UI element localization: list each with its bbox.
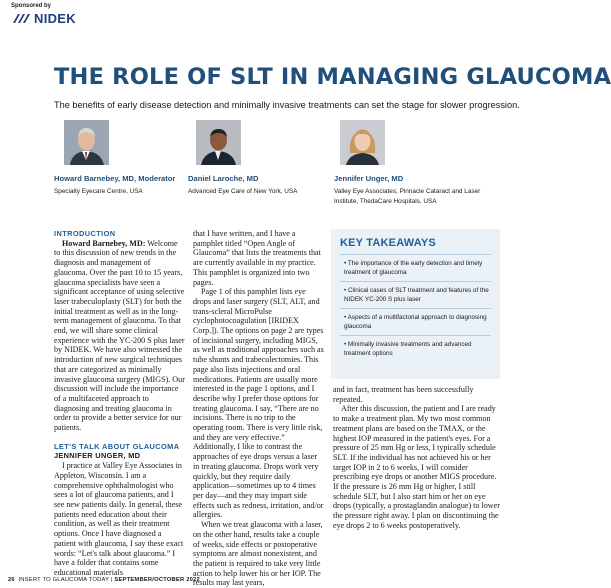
section-heading-introduction: INTRODUCTION <box>54 229 116 238</box>
author-affiliation: Specialty Eyecare Centre, USA <box>54 188 143 195</box>
takeaway-item: • Minimally invasive treatments and advanced treatment options <box>340 335 491 362</box>
author-photo <box>64 120 109 165</box>
author-affiliation <box>334 187 480 207</box>
paragraph <box>54 239 185 433</box>
author-barnebey <box>54 120 175 197</box>
article-column-2 <box>193 229 324 588</box>
article-title: THE ROLE OF SLT IN MANAGING GLAUCOMA <box>54 64 611 90</box>
page-footer: 26 INSERT TO GLAUCOMA TODAY | SEPTEMBER/OCTOBER 2022 <box>8 577 200 583</box>
author-unger <box>334 120 480 207</box>
paragraph: When we treat glaucoma with a laser, on the other hand, results take a couple of weeks, side effects or postoperative symptoms are almost nonexistent, and the patient is required to take very little action to help lower his or her IOP. The results may last years, <box>193 520 323 588</box>
article-subtitle: The benefits of early disease detection and minimally invasive treatments can set the stage for slower progression. <box>54 100 520 110</box>
paragraph-text: Welcome to this discussion of new trends in the diagnosis and management of glaucoma. Over the past 10 to 15 years, glaucoma specialists have seen a significant acceptance of using selective laser trabeculoplasty (SLT) for both the initial treatment as well as in the long-term management of glaucoma. To that end, we will share some clinical experience with the YC-200 S plus laser by NIDEK. We have also witnessed the introduction of new surgical techniques that are categorized as minimally invasive glaucoma surgery (MIGS). Our discussion will include the importance of a multifaceted approach to diagnosing and treating glaucoma in order to provide a better service for our patients. <box>54 238 185 433</box>
key-takeaways-title: KEY TAKEAWAYS <box>340 237 436 249</box>
nidek-logo-icon <box>11 13 31 24</box>
section-speaker-heading: JENNIFER UNGER, MD <box>54 451 141 461</box>
author-photo <box>340 120 385 165</box>
section-heading-glaucoma: LET'S TALK ABOUT GLAUCOMA <box>54 441 180 451</box>
author-affiliation: Advanced Eye Care of New York, USA <box>188 188 298 195</box>
takeaway-item: • The importance of the early detection and timely treatment of glaucoma <box>340 254 491 281</box>
author-name: Jennifer Unger, MD <box>334 174 404 183</box>
paragraph: Page 1 of this pamphlet lists eye drops and laser surgery (SLT, ALT, and trans-scleral MicroPulse cyclophotocoagulation [IRIDEX Corp.]). The options on page 2 are types of incisional surgery, including MIGS, as well as traditional approaches such as tube shunts and trabeculectomies. This page also lists injections and oral medications. Patients are usually more interested in the page 1 options, and I describe why I prefer those options for treating glaucoma. I say, “There are no incisions. There is no trip to the operating room. There is very little risk, and they are very effective.” Additionally, I like to contrast the approaches of eye drops versus a laser in treating glaucoma. Drops work very quickly, but they require daily application—sometimes up to 4 times per day—and they may impart side effects such as redness, irritation, and/or allergies. <box>193 287 324 520</box>
author-name: Daniel Laroche, MD <box>188 174 259 183</box>
article-column-1 <box>54 229 185 578</box>
issue-date: SEPTEMBER/OCTOBER 2022 <box>114 577 200 583</box>
paragraph: I practice at Valley Eye Associates in Appleton, Wisconsin. I am a comprehensive ophthalmologist who sees a lot of glaucoma patients, and I see new patients daily. In general, these patients need education about their condition, as well as their treatment options. Once I have diagnosed a patient with glaucoma, I say these exact words: “Let's talk about glaucoma.” I have a folder that contains some educational materials <box>54 461 184 577</box>
article-column-3 <box>333 385 501 531</box>
takeaway-item: • Aspects of a multifactorial approach to diagnosing glaucoma <box>340 308 491 335</box>
sponsor-label: Sponsored by <box>11 3 52 9</box>
author-affiliation-line: Institute, ThedaCare Hospitals, USA <box>334 198 437 205</box>
author-laroche <box>188 120 297 197</box>
page-number: 26 <box>8 577 15 583</box>
sponsor-block <box>11 3 76 26</box>
paragraph: After this discussion, the patient and I are ready to make a treatment plan. My two most common treatment plans are based on the TMAX, or the highest IOP measured in the patient's eyes. For a pressure of 25 mm Hg or less, I typically schedule SLT. If the individual has not achieved his or her target IOP in 2 to 6 weeks, I will consider prescribing eye drops or another MIGS procedure. If the pressure is 26 mm Hg or higher, I still schedule SLT, but I also start him or her on eye drops (typically, a prostaglandin analogue) to lower the pressure right away. I plan on discontinuing the eye drops 2 to 6 weeks postoperatively. <box>333 404 500 530</box>
author-name: Howard Barnebey, MD, Moderator <box>54 174 176 183</box>
takeaway-item: • Clinical cases of SLT treatment and features of the NIDEK YC-200 S plus laser <box>340 281 491 308</box>
nidek-brand: NIDEK <box>34 11 76 26</box>
nidek-logo <box>11 11 76 26</box>
author-affiliation-line: Valley Eye Associates, Pinnacle Cataract and Laser <box>334 188 481 195</box>
key-takeaways-box <box>331 229 500 379</box>
paragraph: that I have written, and I have a pamphlet titled “Open Angle of Glaucoma” that lists the treatments that are currently available in my practice. This pamphlet is organized into two pages. <box>193 229 321 287</box>
speaker-label: Howard Barnebey, MD: <box>62 238 146 248</box>
paragraph: and in fact, treatment has been successfully repeated. <box>333 385 474 404</box>
author-photo <box>196 120 241 165</box>
publication-name: INSERT TO GLAUCOMA TODAY <box>18 577 110 583</box>
